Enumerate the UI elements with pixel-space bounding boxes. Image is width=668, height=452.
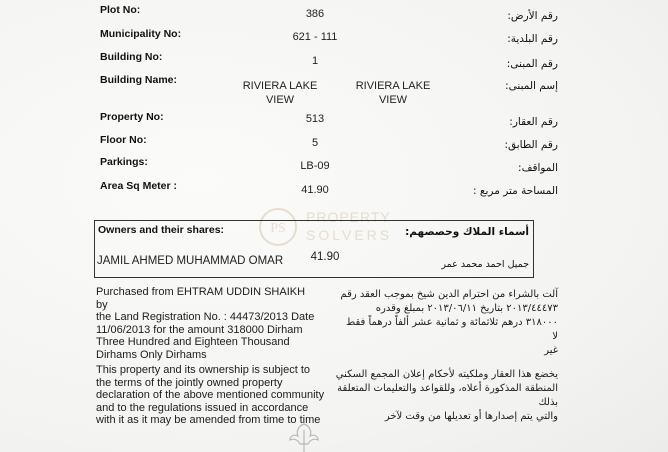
declaration-line: the terms of the jointly owned property	[96, 376, 283, 389]
purchase-line: Three Hundred and Eighteen Thousand	[96, 336, 290, 349]
declaration-line-ar: المنطقة المذكورة أعلاه، وللقواعد والتعليمات المتعلقة بذلك	[337, 383, 558, 408]
declaration-line: with it as it may be amended from time to time	[96, 414, 321, 427]
building-no-label: Building No:	[100, 51, 163, 63]
purchase-line: 11/06/2013 for the amount 318000 Dirham	[96, 323, 303, 336]
municipality-no-label-ar: رقم البلدية:	[507, 33, 558, 45]
area-label-ar: المساحة متر مربع :	[473, 185, 558, 197]
emblem-seal-icon	[282, 420, 326, 452]
parkings-label: Parkings:	[100, 156, 148, 168]
purchase-line-ar: ٣١٨٠٠٠ درهم ثلاثمائة و ثمانية عشر ألفاً درهماً فقط لا	[345, 317, 558, 342]
area-label: Area Sq Meter :	[100, 180, 178, 192]
property-no-value: 513	[305, 113, 325, 125]
watermark-line1: PROPERTY	[306, 209, 391, 225]
building-name-value-ar-side: RIVIERA LAKE VIEW	[355, 80, 431, 106]
building-no-value: 1	[311, 55, 319, 67]
declaration-line: This property and its ownership is subject to	[96, 364, 310, 376]
purchase-line: Purchased from EHTRAM UDDIN SHAIKH by	[96, 286, 306, 311]
purchase-line-ar: آلت بالشراء من احترام الدين شيخ بموجب العقد رقم	[340, 289, 558, 300]
property-no-label-ar: رقم العقار:	[509, 116, 558, 128]
municipality-no-value: 621 - 111	[292, 31, 338, 43]
area-value: 41.90	[301, 184, 329, 196]
purchase-line: Dirhams Only Dirhams	[96, 348, 207, 361]
owner-name-ar: جميل احمد محمد عمر	[441, 259, 529, 270]
declaration-line: declaration of the above mentioned community	[96, 389, 325, 402]
building-no-label-ar: رقم المبنى:	[506, 58, 558, 70]
declaration-text-ar	[328, 368, 558, 424]
owners-header-ar: أسماء الملاك وحصصهم:	[405, 226, 529, 238]
purchase-text	[96, 286, 316, 362]
declaration-line: and to the regulations issued in accordance	[96, 401, 309, 414]
purchase-text-ar	[338, 288, 558, 358]
municipality-no-label: Municipality No:	[100, 28, 182, 40]
svg-text:PS: PS	[270, 221, 286, 236]
property-no-label: Property No:	[100, 111, 164, 123]
floor-no-label-ar: رقم الطابق:	[504, 139, 558, 151]
floor-no-label: Floor No:	[100, 134, 147, 146]
parkings-value: LB-09	[300, 160, 330, 172]
plot-no-label-ar: رقم الأرض:	[507, 10, 558, 22]
plot-no-label: Plot No:	[100, 4, 141, 16]
owner-name: JAMIL AHMED MUHAMMAD OMAR	[97, 255, 284, 267]
declaration-line-ar: يخضع هذا العقار وملكيته لأحكام إعلان المجمع السكني	[335, 369, 558, 380]
building-name-label: Building Name:	[100, 74, 178, 86]
declaration-line-ar: والتي يتم إصدارها أو تعديلها من وقت لآخر	[384, 411, 558, 422]
purchase-line-ar: ٢٠١٣/٤٤٤٧٣ بتاريخ ٢٠١٣/٠٦/١١ بمبلغ وقدره	[375, 303, 558, 314]
purchase-line-ar: غير	[544, 345, 558, 356]
plot-no-value: 386	[305, 8, 325, 20]
building-name-value: RIVIERA LAKE VIEW	[242, 80, 318, 106]
floor-no-value: 5	[311, 137, 319, 149]
watermark-line2: SOLVERS	[306, 227, 393, 243]
owners-box	[94, 220, 534, 278]
purchase-line: the Land Registration No. : 44473/2013 Date	[96, 311, 315, 324]
owners-header: Owners and their shares:	[98, 224, 225, 236]
declaration-text	[96, 364, 326, 427]
owner-share: 41.90	[310, 251, 340, 263]
building-name-label-ar: إسم المبنى:	[505, 80, 558, 92]
parkings-label-ar: المواقف:	[518, 162, 558, 174]
